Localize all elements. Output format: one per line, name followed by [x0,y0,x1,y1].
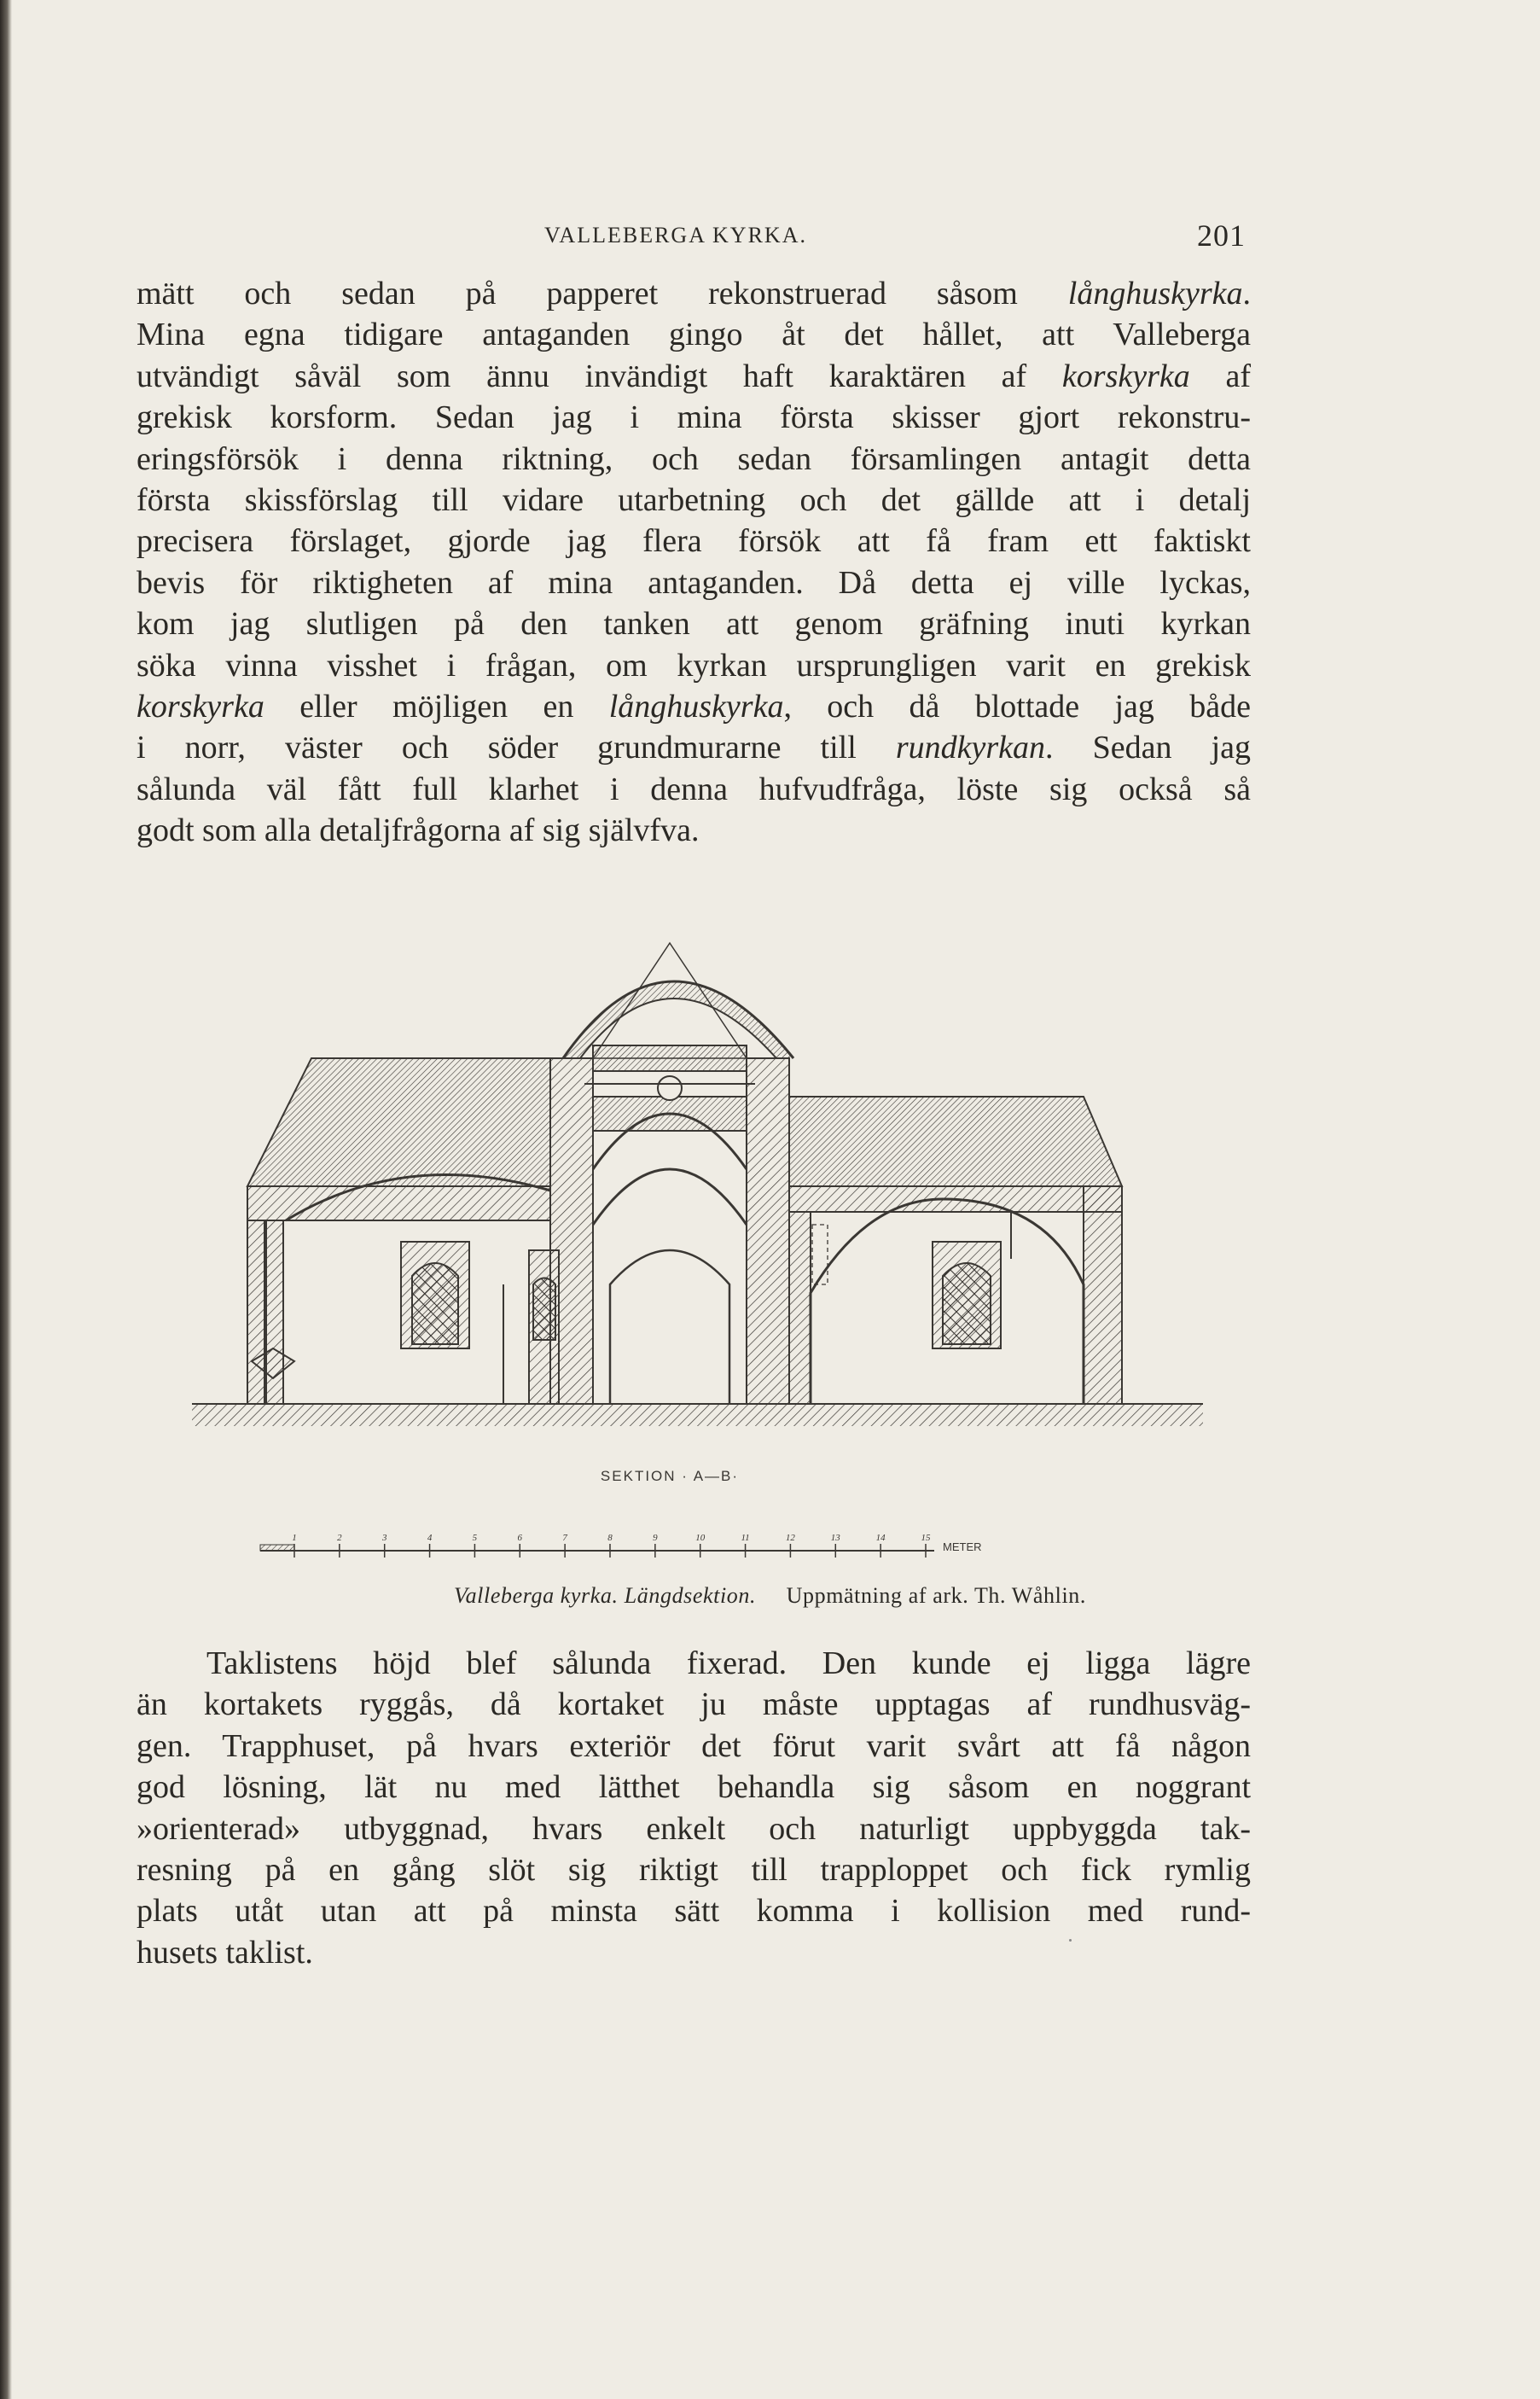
text-line: eringsförsök i denna riktning, och sedan församlingen antagit detta [137,440,1251,477]
crossing-right-wall [747,1058,789,1404]
section-label: SEKTION · A—B· [600,1468,740,1484]
east-vault-left [811,1199,943,1404]
crossing-left-wall [550,1058,593,1404]
ground-hatching [192,1404,1203,1426]
east-roof [789,1097,1122,1186]
scale-number: 8 [607,1533,613,1543]
page-binding-edge [0,0,12,2399]
scale-number: 3 [381,1533,387,1543]
paragraph-1 [137,273,1251,852]
text-line: husets taklist. [137,1934,313,1971]
text-line: första skissförslag till vidare utarbetning och det gällde att i detalj [137,482,1251,519]
text-line: sålunda väl fått full klarhet i denna hufvudfråga, löste sig också så [137,771,1251,807]
scale-number: 6 [517,1533,523,1543]
crossing-band [593,1097,747,1131]
text-line: mätt och sedan på papperet rekonstruerad såsom långhuskyrka. [137,276,1251,312]
scale-number: 4 [427,1533,433,1543]
east-niche [812,1225,828,1284]
scale-number: 14 [875,1533,886,1543]
scale-bar [260,1533,982,1558]
longitudinal-section-drawing [192,917,1203,1575]
running-head-title: VALLEBERGA KYRKA. [544,223,807,247]
scale-number: 2 [337,1533,342,1543]
scale-number: 1 [292,1533,297,1543]
running-head [0,218,1540,252]
scale-number: 15 [921,1533,931,1543]
west-window [412,1263,458,1344]
scale-number: 12 [785,1533,795,1543]
text-line: godt som alla detaljfrågorna af sig självfva. [137,812,700,849]
caption-credit: Uppmätning af ark. Th. Wåhlin. [786,1583,1086,1608]
text-line: precisera förslaget, gjorde jag flera försök att få fram ett faktiskt [137,523,1251,560]
tower-drum [593,1045,747,1071]
paragraph-2 [137,1643,1251,1973]
text-line: bevis för riktigheten af mina antaganden. Då detta ej ville lyckas, [137,564,1251,601]
scale-unit: METER [943,1540,982,1553]
scale-number: 13 [830,1533,840,1543]
text-line: grekisk korsform. Sedan jag i mina första skisser gjort rekonstru- [137,399,1251,436]
west-roof [247,1058,550,1186]
page-number: 201 [1197,218,1246,253]
text-line: »orienterad» utbyggnad, hvars enkelt och naturligt uppbyggda tak- [137,1810,1251,1847]
east-wall-right [1084,1186,1122,1404]
text-line: Taklistens höjd blef sålunda fixerad. Den kunde ej ligga lägre [206,1645,1251,1681]
text-line: plats utåt utan att på minsta sätt komma i kollision med rund- [137,1893,1251,1930]
crossing-arch-mid [593,1169,747,1225]
text-line: korskyrka eller möjligen en långhuskyrka, och då blottade jag både [137,689,1252,725]
text-line: gen. Trapphuset, på hvars exteriör det förut varit svårt att få någon [137,1727,1251,1764]
east-pillar [789,1212,811,1404]
lantern-ring [658,1076,682,1100]
text-line: Mina egna tidigare antaganden gingo åt det hållet, att Valleberga [137,317,1251,353]
text-line: än kortakets ryggås, då kortaket ju måste upptagas af rundhusväg- [137,1686,1251,1723]
text-line: utvändigt såväl som ännu invändigt haft karaktären af korskyrka af [137,358,1251,394]
paper-speck [1069,1939,1072,1942]
scale-number: 7 [562,1533,567,1543]
text-line: i norr, väster och söder grundmurarne till rundkyrkan. Sedan jag [137,730,1251,766]
west-wall-left [247,1220,266,1404]
east-window [943,1263,991,1344]
scale-number: 10 [695,1533,706,1543]
text-line: god lösning, lät nu med lätthet behandla sig såsom en noggrant [137,1769,1251,1806]
scale-number: 11 [741,1533,750,1543]
caption-title: Valleberga kyrka. Längdsektion. [453,1583,757,1608]
text-line: resning på en gång slöt sig riktigt till trapploppet och fick rymlig [137,1852,1251,1889]
figure-caption [0,1583,1540,1609]
text-line: söka vinna visshet i frågan, om kyrkan ursprungligen varit en grekisk [137,647,1251,684]
crossing-arch-inner [610,1250,729,1404]
scale-number: 9 [653,1533,658,1543]
scale-number: 5 [472,1533,478,1543]
text-line: kom jag slutligen på den tanken att genom gräfning inuti kyrkan [137,606,1251,643]
